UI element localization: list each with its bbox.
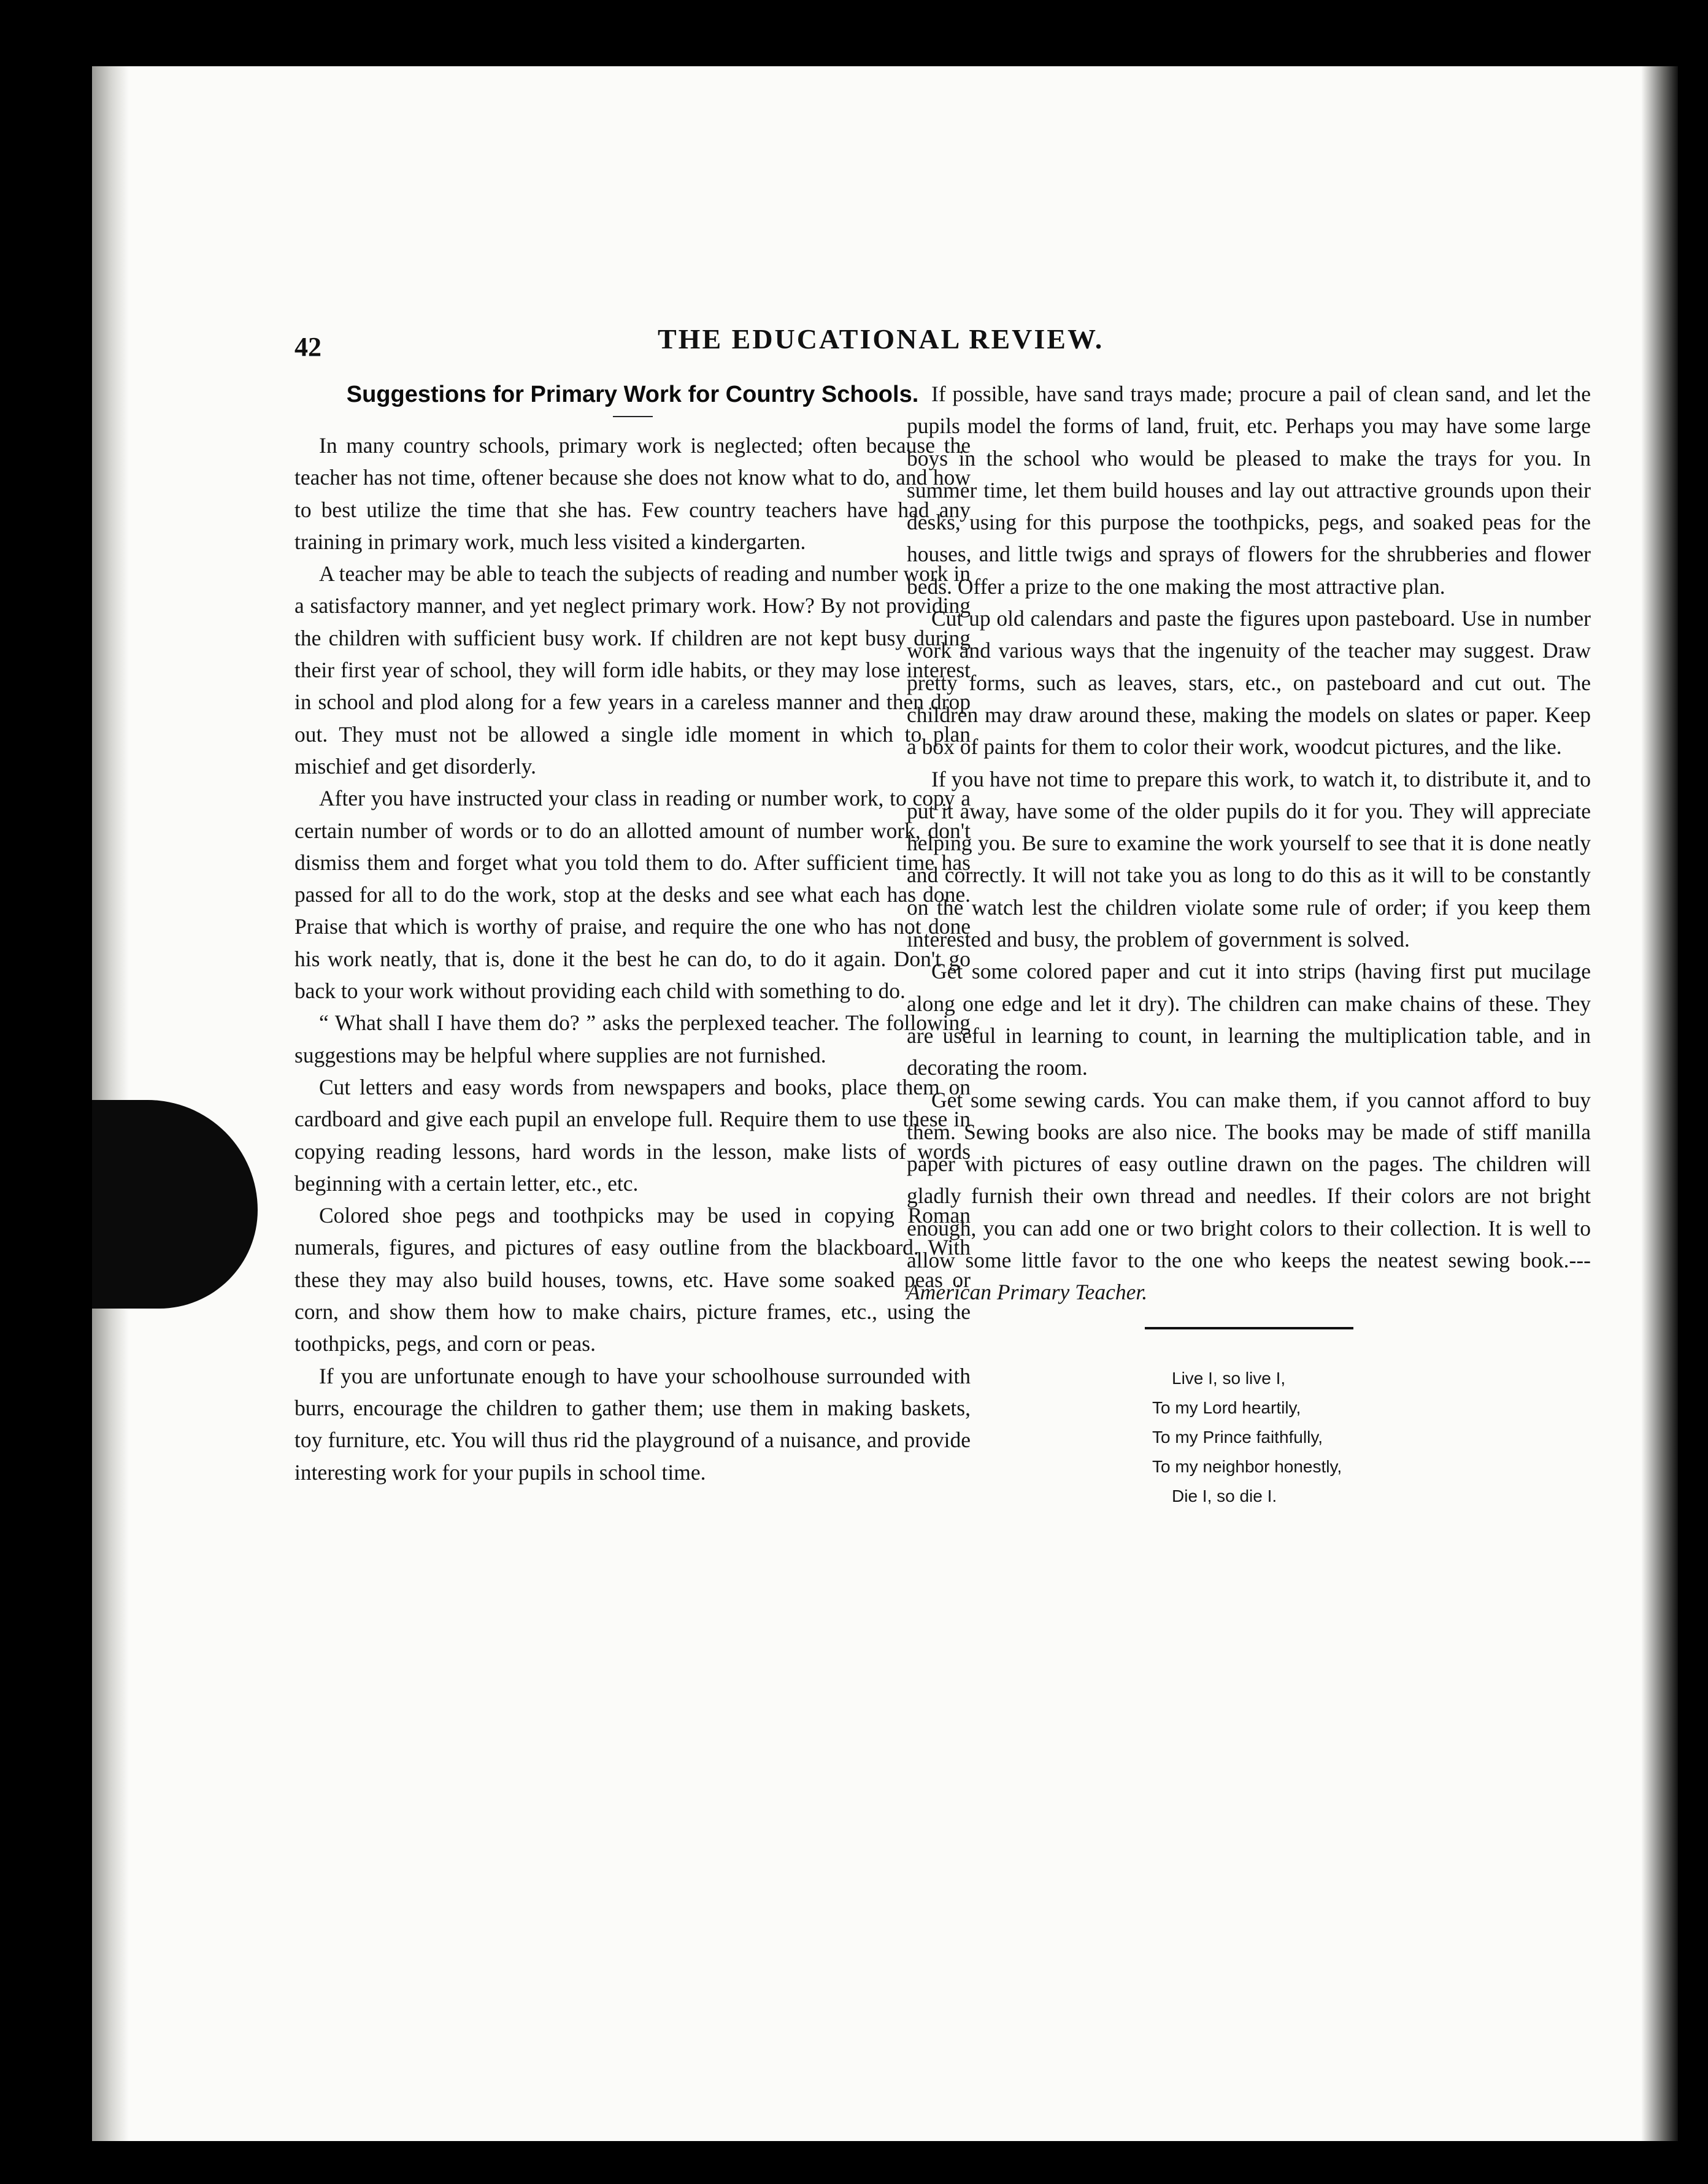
running-head: THE EDUCATIONAL REVIEW. [658,323,1104,355]
poem-line: Die I, so die I. [1172,1486,1277,1505]
poem-line: Live I, so live I, [1172,1368,1286,1388]
magazine-page [92,66,1678,2141]
right-column [907,378,1591,1511]
poem-line: To my Prince faithfully, [1152,1427,1323,1447]
paragraph: Get some colored paper and cut it into strips (having first put mucilage along one edge and let it dry). The children can make chains of these. They are useful in learning to count, in learning the multiplication table, and in decorating the room. [907,959,1591,1080]
paragraph: If you are unfortunate enough to have your schoolhouse surrounded with burrs, encourage the children to gather them; use them in making baskets, toy furniture, etc. You will thus rid the playground of a nuisance, and provide interesting work for your pupils in school time. [294,1363,971,1485]
paragraph-last [907,1084,1591,1309]
paragraph: Cut up old calendars and paste the figures upon pasteboard. Use in number work and various ways that the ingenuity of the teacher may suggest. Draw pretty forms, such as leaves, stars, etc., on pasteboard and cut out. The children may draw around these, making the models on slates or paper. Keep a box of paints for them to color their work, woodcut pictures, and the like. [907,606,1591,759]
poem-line: To my Lord heartily, [1152,1398,1301,1417]
paragraph: Cut letters and easy words from newspapers and books, place them on cardboard and give each pupil an envelope full. Require them to use these in copying reading lessons, hard words in the lesson, make lists of words beginning with a certain letter, etc., etc. [294,1074,971,1196]
paragraph: In many country schools, primary work is neglected; often because the teacher has not time, oftener because she does not know what to do, and how to best utilize the time that she has. Few country teachers have had any training in primary work, much less visited a kindergarten. [294,433,971,554]
scanner-thumb-shadow [92,1100,258,1309]
left-column [294,379,971,1488]
paragraph: “ What shall I have them do? ” asks the perplexed teacher. The following suggestions may be helpful where supplies are not furnished. [294,1010,971,1067]
paragraph: After you have instructed your class in reading or number work, to copy a certain number of words or to do an allotted amount of number work, don't dismiss them and forget what you told them to do. After sufficient time has passed for all to do the work, stop at the desks and see what each has done. Praise that which is worthy of praise, and require the one who has not done his work neatly, that is, done it the best he can do, to do it again. Don't go back to your work without providing each child with something to do. [294,786,971,1004]
paragraph: If possible, have sand trays made; procure a pail of clean sand, and let the pupils model the forms of land, fruit, etc. Perhaps you may have some large boys in the school who would be pleased to make the trays for you. In summer time, let them build houses and lay out attractive grounds upon their desks, using for this purpose the toothpicks, pegs, and soaked peas for the houses, and little twigs and sprays of flowers for the shrubberies and flower beds. Offer a prize to the one making the most attractive plan. [907,382,1591,599]
page-number: 42 [294,332,321,362]
paragraph: A teacher may be able to teach the subjects of reading and number work in a satisfactory manner, and yet neglect primary work. How? By not providing the children with sufficient busy work. If children are not kept busy during their first year of school, they will form idle habits, or they may lose interest in school and plod along for a few years in a careless manner and then drop out. They must not be allowed a single idle moment in which to plan mischief and get disorderly. [294,561,971,779]
attribution: ---American Primary Teacher. [907,1248,1591,1305]
paragraph-text: Get some sewing cards. You can make them, if you cannot afford to buy them. Sewing books are also nice. The books may be made of stiff manilla paper with pictures of easy outline drawn on the pages. The children will gladly furnish their own thread and needles. If their colors are not bright enough, you can add one or two bright colors to their collection. It is well to allow some little favor to the one who keeps the neatest sewing book. [907,1087,1591,1273]
page-edge-shadow [1641,66,1678,2141]
article-title: Suggestions for Primary Work for Country Schools. [346,382,919,407]
end-rule [1145,1327,1353,1329]
poem [1152,1364,1591,1511]
poem-line: To my neighbor honestly, [1152,1456,1342,1476]
paragraph: Colored shoe pegs and toothpicks may be used in copying Roman numerals, figures, and pictures of easy outline from the blackboard. With these they may also build houses, towns, etc. Have some soaked peas or corn, and show them how to make chairs, picture frames, etc., using the toothpicks, pegs, and corn or peas. [294,1203,971,1356]
title-rule [613,416,653,417]
paragraph: If you have not time to prepare this work, to watch it, to distribute it, and to put it away, have some of the older pupils do it for you. They will appreciate helping you. Be sure to examine the work yourself to see that it is done neatly and correctly. It will not take you as long to do this as it will to be constantly on the watch lest the children violate some rule of order; if you keep them interested and busy, the problem of government is solved. [907,766,1591,952]
